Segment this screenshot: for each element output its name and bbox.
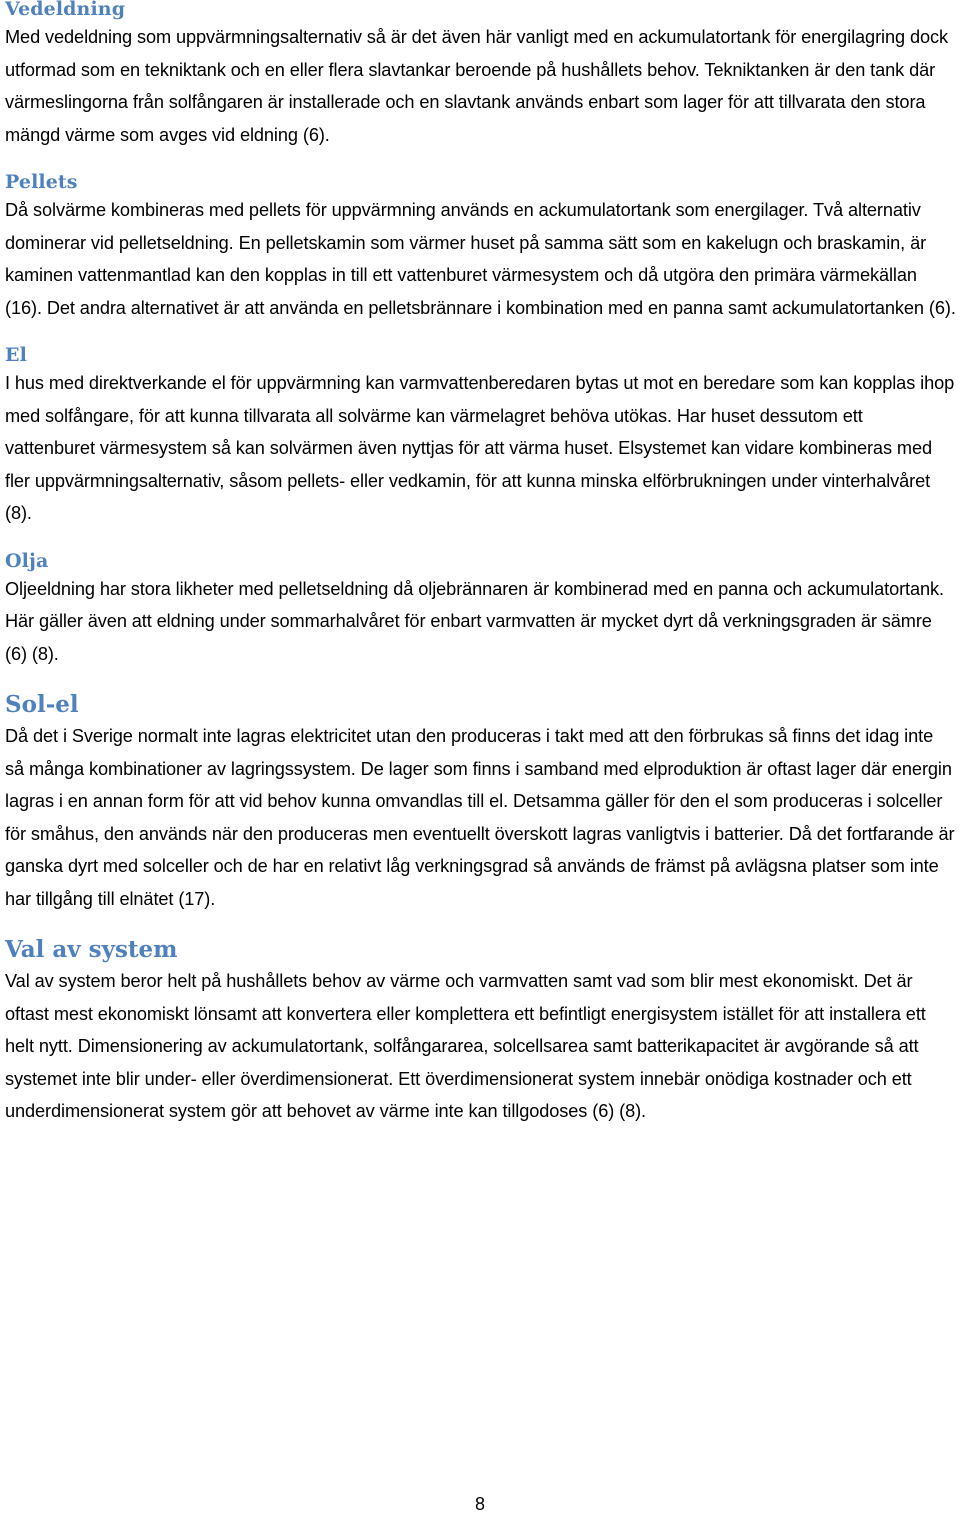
section-heading: Olja [5, 549, 49, 572]
section-olja [5, 549, 957, 671]
section-vedeldning [5, 0, 957, 151]
section-pellets [5, 170, 957, 324]
section-heading: Sol-el [5, 691, 79, 718]
section-heading: Vedeldning [5, 0, 126, 20]
section-val-av-system [5, 935, 957, 1128]
section-heading: Val av system [5, 936, 178, 963]
document-page [5, 0, 957, 1128]
section-sol-el [5, 690, 957, 915]
section-paragraph: Då det i Sverige normalt inte lagras elektricitet utan den produceras i takt med att den förbrukas så finns det idag inte så många kombinationer av lagringssystem. De lager som finns i samband med elproduktion är oftast lager där energin lagras i en annan form för att vid behov kunna omvandlas till el. Detsamma gäller för den el som produceras i solceller för småhus, den används när den produceras men eventuellt överskott lagras vanligtvis i batterier. Då det fortfarande är ganska dyrt med solceller och de har en relativt låg verkningsgrad så används de främst på avlägsna platser som inte har tillgång till elnätet (17). [5, 726, 955, 909]
section-el [5, 343, 957, 530]
page-number: 8 [474, 1494, 485, 1514]
section-heading: El [5, 344, 27, 366]
section-paragraph: Oljeeldning har stora likheter med pelletseldning då oljebrännaren är kombinerad med en panna och ackumulatortank. Här gäller även att eldning under sommarhalvåret för enbart varmvatten är mycket dyrt då verkningsgraden är sämre (6) (8). [5, 578, 944, 664]
section-heading: Pellets [5, 171, 78, 193]
section-paragraph: Val av system beror helt på hushållets behov av värme och varmvatten samt vad som blir mest ekonomiskt. Det är oftast mest ekonomiskt lönsamt att konvertera eller komplettera ett befintligt energisystem istället för att installera ett helt nytt. Dimensionering av ackumulatortank, solfångararea, solcellsarea samt batterikapacitet är avgörande så att systemet inte blir under- eller överdimensionerat. Ett överdimensionerat system innebär onödiga kostnader och ett underdimensionerat system gör att behovet av värme inte kan tillgodoses (6) (8). [5, 971, 926, 1121]
section-paragraph: Med vedeldning som uppvärmningsalternativ så är det även här vanligt med en ackumulatortank för energilagring dock utformad som en tekniktank och en eller flera slavtankar beroende på hushållets behov. Tekniktanken är den tank där värmeslingorna från solfångaren är installerade och en slavtank används enbart som lager för att tillvarata den stora mängd värme som avges vid eldning (6). [5, 27, 948, 145]
section-paragraph: Då solvärme kombineras med pellets för uppvärmning används en ackumulatortank som energilager. Två alternativ dominerar vid pelletseldning. En pelletskamin som värmer huset på samma sätt som en kakelugn och braskamin, är kaminen vattenmantlad kan den kopplas in till ett vattenburet värmesystem och då utgöra den primära värmekällan (16). Det andra alternativet är att använda en pelletsbrännare i kombination med en panna samt ackumulatortanken (6). [5, 200, 956, 318]
section-paragraph: I hus med direktverkande el för uppvärmning kan varmvattenberedaren bytas ut mot en beredare som kan kopplas ihop med solfångare, för att kunna tillvarata all solvärme kan värmelagret behöva utökas. Har huset dessutom ett vattenburet värmesystem så kan solvärmen även nyttjas för att värma huset. Elsystemet kan vidare kombineras med fler uppvärmningsalternativ, såsom pellets- eller vedkamin, för att kunna minska elförbrukningen under vinterhalvåret (8). [5, 373, 955, 523]
